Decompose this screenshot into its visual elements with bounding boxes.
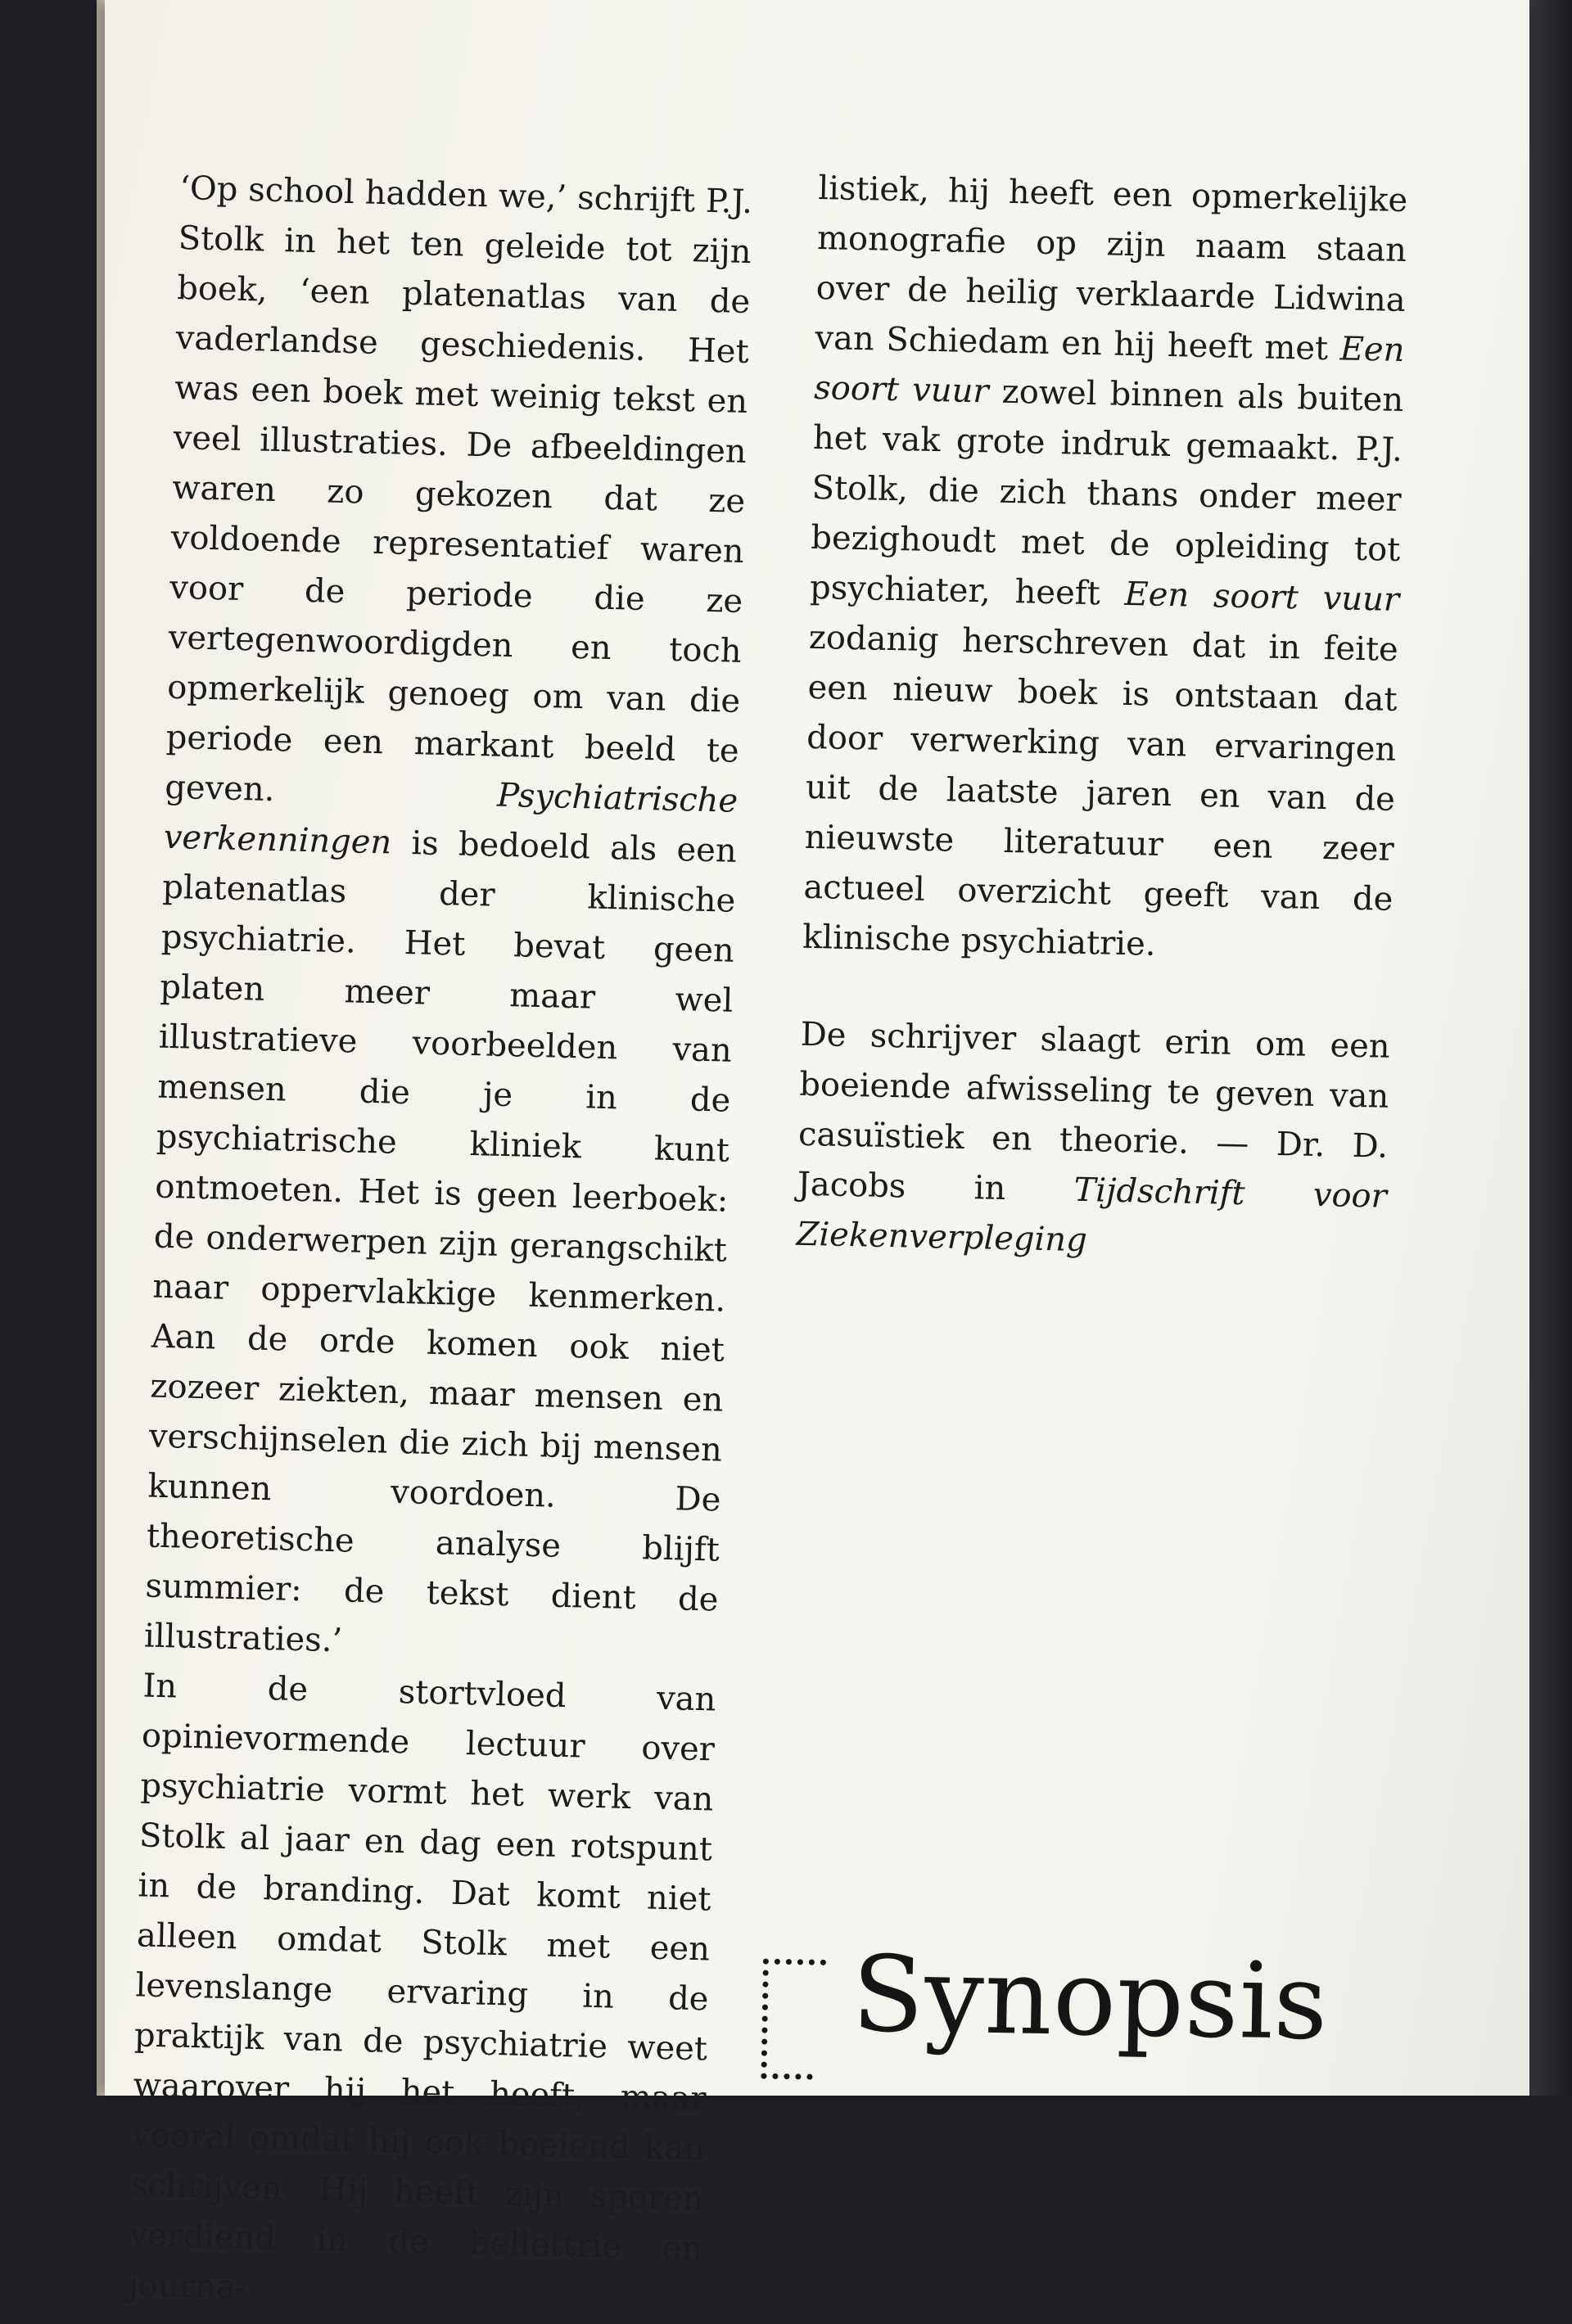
text-segment-italic: Een soort vuur — [1124, 575, 1400, 619]
right-text-column — [796, 164, 1408, 1272]
left-paragraph-1 — [143, 164, 753, 1676]
text-segment: is bedoeld als een platenatlas der klinische psychiatrie. Het bevat geen platen meer maar wel illustratieve voorbeelden van mensen die je in de psychiatrische kliniek kunt ontmoeten. Het is geen leerboek: de onderwerpen zijn gerangschikt naar oppervlakkige kenmerken. Aan de orde komen ook niet zozeer ziekten, maar mensen en verschijnselen die zich bij mensen kunnen voordoen. De theoretische analyse blijft summier: de tekst dient de illustraties.’ — [143, 824, 738, 1660]
left-paragraph-2: In de stortvloed van opinievormende lectuur over psychiatrie vormt het werk van Stolk al jaar en dag een rotspunt in de branding. Dat komt niet alleen omdat Stolk met een levenslange ervaring in de praktijk van de psychiatrie weet waarover hij het heeft, maar vooral omdat hij ook boeiend kan schrijven. Hij heeft zijn sporen verdiend in de bellettrie en journa- — [128, 1667, 716, 2307]
text-segment-italic: Een soort vuur — [813, 330, 1405, 411]
right-paragraph-1 — [802, 164, 1408, 975]
dotted-bracket-icon — [759, 1956, 827, 2080]
publisher-logo — [759, 1932, 1330, 2088]
text-segment: listiek, hij heeft een opmerkelijke monografie op zijn naam staan over de heilig verklaarde Lidwina van Schiedam en hij heeft met — [815, 169, 1408, 368]
text-segment: zowel binnen als buiten het vak grote indruk gemaakt. P.J. Stolk, die zich thans onder meer bezighoudt met de opleiding tot psychiater, heeft — [809, 372, 1404, 613]
text-segment-italic: Tijdschrift voor Ziekenverpleging — [796, 1171, 1388, 1260]
background-dark-surface — [1523, 0, 1572, 2096]
text-segment-italic: Psychiatrische verkenningen — [163, 776, 739, 862]
text-segment: De schrijver slaagt erin om een boeiende afwisseling te geven van casuïstiek en theorie. — Dr. D. Jacobs in — [797, 1015, 1391, 1209]
text-segment: ‘Op school hadden we,’ schrijft P.J. Stolk in het ten geleide tot zijn boek, ‘een platenatlas van de vaderlandse geschiedenis. Het was een boek met weinig tekst en veel illustraties. De afbeeldingen waren zo gekozen dat ze voldoende representatief waren voor de periode die ze vertegenwoordigden en toch opmerkelijk genoeg om van die periode een markant beeld te geven. — [164, 169, 753, 815]
right-paragraph-2 — [796, 1010, 1390, 1272]
left-text-column — [128, 164, 753, 2324]
logo-wordmark: Synopsis — [851, 1933, 1330, 2065]
text-segment: zodanig herschreven dat in feite een nieuw boek is ontstaan dat door verwerking van ervaringen uit de laatste jaren en van de nieuwste literatuur een zeer actueel overzicht geeft van de klinische psychiatrie. — [802, 618, 1399, 963]
